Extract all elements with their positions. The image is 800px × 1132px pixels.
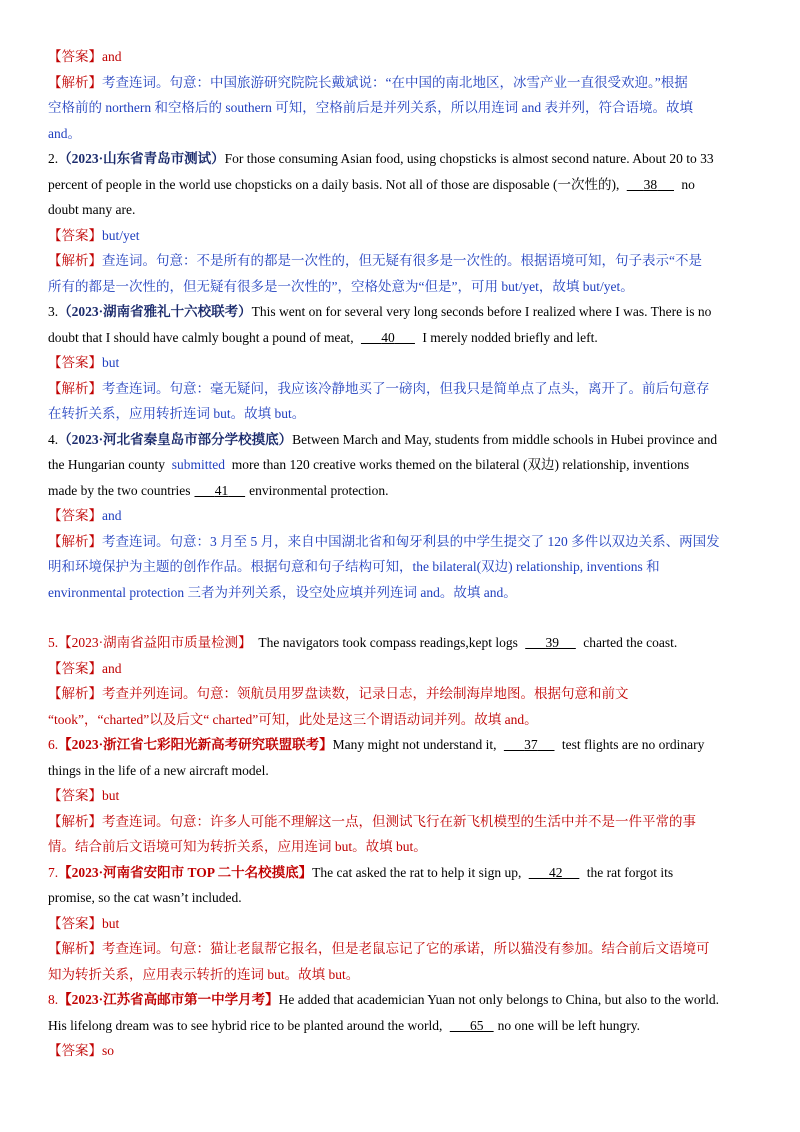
document-page [48, 44, 760, 1064]
answer-label: 【答案】 [48, 660, 102, 676]
highlighted-word: submitted [171, 457, 225, 472]
q6-text-line-1: 6.【2023·浙江省七彩阳光新高考研究联盟联考】Many might not understand it, 37 test flights are no ordinary [48, 737, 705, 752]
analysis-label: 【解析】 [48, 533, 102, 549]
spacer [48, 605, 760, 630]
answer-value: but/yet [102, 227, 140, 243]
q8-text-line-1: 8.【2023·江苏省高邮市第一中学月考】He added that academician Yuan not only belongs to China, but also to the world. [48, 992, 720, 1007]
answer-label: 【答案】 [48, 788, 102, 803]
q1-analysis-line-2: 空格前的 northern 和空格后的 southern 可知，空格前后是并列关系，所以用连词 and 表并列，符合语境。故填 [48, 100, 693, 115]
q2-analysis-line-1: 【解析】查连词。句意：不是所有的都是一次性的，但无疑有很多是一次性的。根据语境可知，句子表示“不是 [48, 253, 702, 268]
question-source: （2023·河北省秦皇岛市部分学校摸底） [58, 431, 293, 447]
answer-value: and [102, 49, 122, 64]
analysis-label: 【解析】 [48, 74, 102, 90]
q3-text-line-1: 3.（2023·湖南省雅礼十六校联考）This went on for several very long seconds before I realized where I was. There is no [48, 304, 712, 319]
answer-label: 【答案】 [48, 355, 102, 370]
q8-text-line-2: His lifelong dream was to see hybrid rice to be planted around the world, 65 no one will be left hungry. [48, 1017, 640, 1033]
q1-analysis-line-3: and。 [48, 125, 81, 141]
q4-text-line-1: 4.（2023·河北省秦皇岛市部分学校摸底）Between March and May, students from middle schools in Hubei province and [48, 431, 718, 447]
answer-label: 【答案】 [48, 915, 102, 931]
q5-answer [48, 656, 760, 682]
q4-answer [48, 503, 760, 529]
q5-analysis-line-2: “took”，“charted”以及后文“ charted”可知，此处是这三个谓语动词并列。故填 and。 [48, 711, 538, 727]
q5-analysis-line-1: 【解析】考查并列连词。句意：领航员用罗盘读数，记录日志，并绘制海岸地图。根据句意和前文 [48, 686, 629, 701]
blank-39: 39 [545, 635, 559, 650]
q2-text-line-1: 2.（2023·山东省青岛市测试）For those consuming Asian food, using chopsticks is almost second nature. About 20 to 33 [48, 151, 714, 166]
blank-42: 42 [548, 864, 563, 880]
q3-text-line-2: doubt that I should have calmly bought a pound of meat, 40 I merely nodded briefly and left. [48, 329, 598, 345]
q4-text-line-2: the Hungarian county submitted more than 120 creative works themed on the bilateral (双边) relationship, inventions [48, 457, 690, 472]
q6-answer [48, 783, 760, 809]
answer-value: and [102, 508, 122, 523]
blank-41: 41 [214, 482, 229, 498]
q4-analysis-line-3: environmental protection 三者为并列关系，设空处应填并列连词 and。故填 and。 [48, 584, 517, 600]
answer-value: but [102, 915, 120, 931]
answer-value: but [102, 788, 120, 803]
q3-answer [48, 350, 760, 376]
blank-37: 37 [524, 737, 538, 752]
q2-answer [48, 223, 760, 249]
q1-answer [48, 44, 760, 70]
question-number: 8. [48, 992, 59, 1007]
q7-answer [48, 911, 760, 937]
question-number: 7. [48, 864, 59, 880]
answer-value: and [102, 660, 122, 676]
question-number: 3. [48, 304, 59, 319]
question-source: 【2023·河南省安阳市 TOP 二十名校摸底】 [58, 864, 313, 880]
question-source: 【2023·湖南省益阳市质量检测】 [58, 635, 252, 650]
q7-text-line-2: promise, so the cat wasn’t included. [48, 890, 242, 905]
question-number: 6. [48, 737, 59, 752]
q5-text-line-1: 5.【2023·湖南省益阳市质量检测】 The navigators took compass readings,kept logs 39 charted the coast. [48, 635, 678, 650]
answer-label: 【答案】 [48, 49, 102, 64]
answer-label: 【答案】 [48, 508, 102, 523]
analysis-label: 【解析】 [48, 813, 102, 829]
q4-analysis-line-1: 【解析】考查连词。句意：3 月至 5 月，来自中国湖北省和匈牙利县的中学生提交了 120 多件以双边关系、两国发 [48, 533, 720, 549]
q3-analysis-line-2: 在转折关系，应用转折连词 but。故填 but。 [48, 406, 306, 421]
question-number: 5. [48, 635, 59, 650]
q6-analysis-line-2: 情。结合前后文语境可知为转折关系，应用连词 but。故填 but。 [48, 839, 427, 854]
answer-label: 【答案】 [48, 1043, 102, 1058]
question-source: （2023·山东省青岛市测试） [58, 151, 225, 166]
question-number: 4. [48, 431, 59, 447]
q6-analysis-line-1: 【解析】考查连词。句意：许多人可能不理解这一点，但测试飞行在新飞机模型的生活中并不是一件平常的事 [48, 813, 696, 829]
q7-analysis-line-2: 知为转折关系，应用表示转折的连词 but。故填 but。 [48, 966, 360, 982]
q4-analysis-line-2: 明和环境保护为主题的创作作品。根据句意和句子结构可知，the bilateral(双边) relationship, inventions 和 [48, 559, 660, 574]
question-source: 【2023·江苏省高邮市第一中学月考】 [58, 992, 279, 1007]
q7-analysis-line-1: 【解析】考查连词。句意：猫让老鼠帮它报名，但是老鼠忘记了它的承诺，所以猫没有参加。结合前后文语境可 [48, 941, 710, 956]
analysis-label: 【解析】 [48, 941, 102, 956]
answer-value: so [102, 1043, 115, 1058]
blank-38: 38 [643, 176, 658, 192]
q4-text-line-3: made by the two countries 41 environmental protection. [48, 482, 389, 498]
q2-text-line-3: doubt many are. [48, 202, 136, 217]
question-source: 【2023·浙江省七彩阳光新高考研究联盟联考】 [58, 737, 333, 752]
q2-text-line-2: percent of people in the world use chopsticks on a daily basis. Not all of those are disposable (一次性的), 38 no [48, 176, 695, 192]
q7-text-line-1: 7.【2023·河南省安阳市 TOP 二十名校摸底】The cat asked the rat to help it sign up, 42 the rat forgot its [48, 864, 674, 880]
q1-analysis-line-1: 【解析】考查连词。句意：中国旅游研究院院长戴斌说：“在中国的南北地区，冰雪产业一直很受欢迎。”根据 [48, 74, 688, 90]
q6-text-line-2: things in the life of a new aircraft model. [48, 762, 269, 778]
question-source: （2023·湖南省雅礼十六校联考） [58, 304, 252, 319]
analysis-label: 【解析】 [48, 686, 102, 701]
answer-value: but [102, 355, 120, 370]
blank-65: 65 [470, 1017, 484, 1033]
q3-analysis-line-1: 【解析】考查连词。句意：毫无疑问，我应该冷静地买了一磅肉，但我只是简单点了点头，离开了。前后句意存 [48, 380, 710, 396]
analysis-label: 【解析】 [48, 253, 102, 268]
blank-40: 40 [381, 329, 395, 345]
q8-answer [48, 1038, 760, 1064]
question-number: 2. [48, 151, 59, 166]
analysis-label: 【解析】 [48, 380, 102, 396]
q2-analysis-line-2: 所有的都是一次性的，但无疑有很多是一次性的”，空格处意为“但是”，可用 but/yet，故填 but/yet。 [48, 278, 634, 294]
answer-label: 【答案】 [48, 227, 102, 243]
